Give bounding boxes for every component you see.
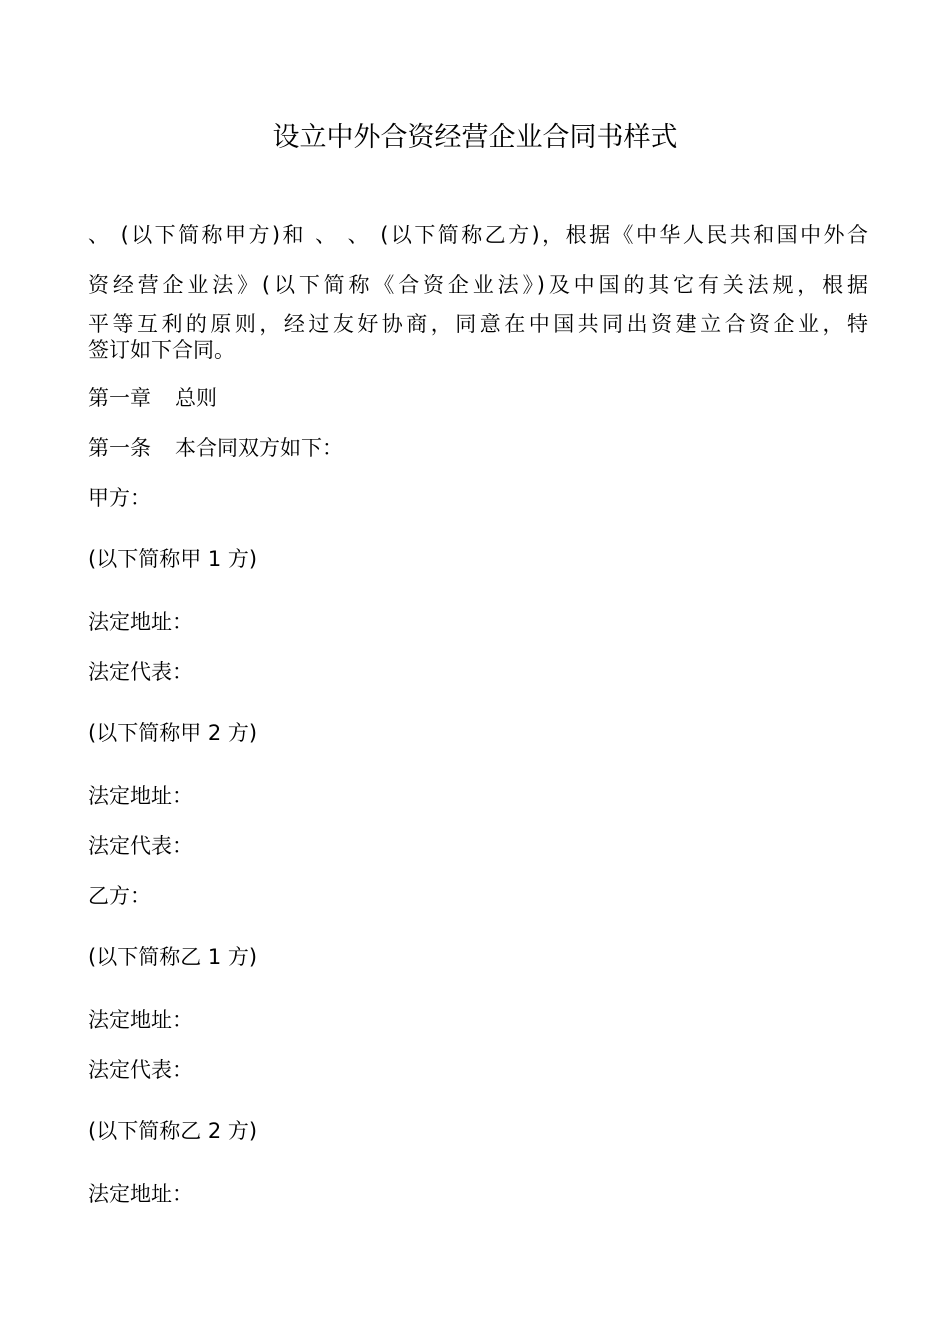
party-b1-alias: (以下简称乙 1 方) <box>88 945 258 969</box>
chapter-number: 第一章 <box>88 386 151 410</box>
party-a2-alias: (以下简称甲 2 方) <box>88 721 258 745</box>
party-a1-representative: 法定代表： <box>88 660 193 684</box>
article-heading <box>88 433 868 463</box>
party-a2-address: 法定地址： <box>88 784 193 808</box>
party-b2-address: 法定地址： <box>88 1182 193 1206</box>
party-a1-alias: (以下简称甲 1 方) <box>88 547 258 571</box>
intro-line-2: 资经营企业法》(以下简称《合资企业法》)及中国的其它有关法规，根据 <box>88 273 868 297</box>
party-a2-representative: 法定代表： <box>88 834 193 858</box>
intro-line-3: 平等互利的原则，经过友好协商，同意在中国共同出资建立合资企业，特 <box>88 312 868 336</box>
document-title: 设立中外合资经营企业合同书样式 <box>272 122 678 153</box>
party-b2-alias: (以下简称乙 2 方) <box>88 1119 258 1143</box>
party-a1-address: 法定地址： <box>88 610 193 634</box>
intro-line-4: 签订如下合同。 <box>88 338 235 362</box>
party-a-label: 甲方： <box>88 486 151 510</box>
intro-line-1: 、 (以下简称甲方)和 、 、 (以下简称乙方)，根据《中华人民共和国中外合 <box>88 223 868 247</box>
article-text: 本合同双方如下： <box>175 436 343 460</box>
party-b-label: 乙方： <box>88 884 151 908</box>
article-number: 第一条 <box>88 436 151 460</box>
chapter-name: 总则 <box>175 386 217 410</box>
party-b1-address: 法定地址： <box>88 1008 193 1032</box>
party-b1-representative: 法定代表： <box>88 1058 193 1082</box>
chapter-heading <box>88 383 868 413</box>
